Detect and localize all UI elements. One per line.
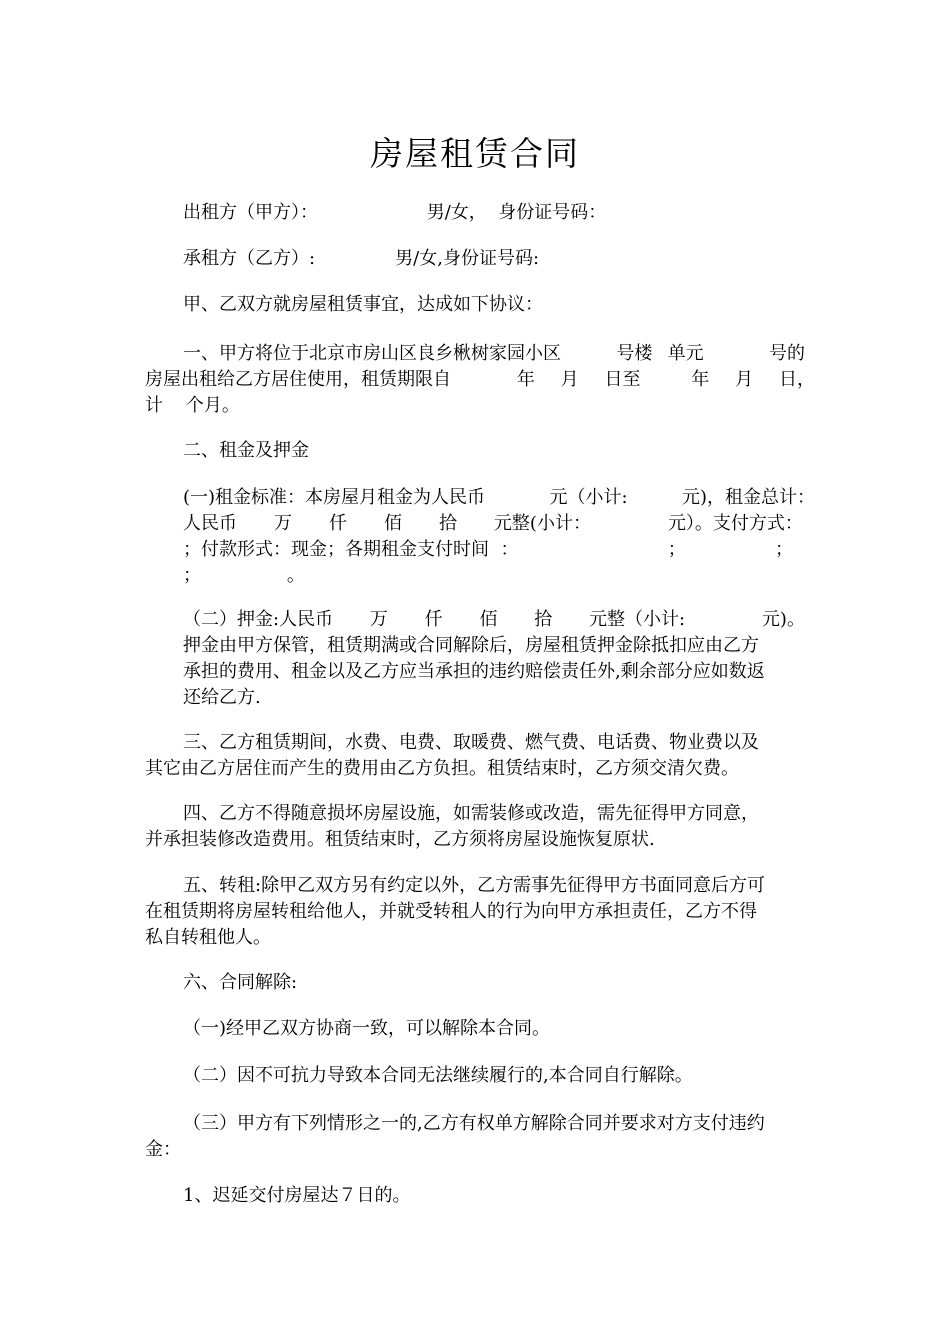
clause6-sub1: 1、迟延交付房屋达７日的。	[183, 1185, 411, 1206]
clause6-item2: （二）因不可抗力导致本合同无法继续履行的,本合同自行解除。	[183, 1065, 693, 1086]
clause6-item3-line2: 金：	[145, 1139, 181, 1160]
clause1-line2: 房屋出租给乙方居住使用，租赁期限自 年 月 日至 年 月 日，	[145, 369, 815, 390]
clause5-line2: 在租赁期将房屋转租给他人，并就受转租人的行为向甲方承担责任，乙方不得	[145, 901, 757, 922]
lessor-line: 出租方（甲方）： 男/女， 身份证号码：	[183, 202, 607, 223]
rent-line2: 人民币 万 仟 佰 拾 元整(小计： 元）。支付方式：	[183, 513, 803, 534]
clause5-line1: 五、转租:除甲乙双方另有约定以外，乙方需事先征得甲方书面同意后方可	[183, 875, 766, 896]
clause2-heading: 二、租金及押金	[183, 440, 309, 461]
clause6-item1: （一)经甲乙双方协商一致，可以解除本合同。	[183, 1018, 551, 1039]
clause1-line3: 计 个月。	[145, 395, 240, 416]
rent-line4: ； 。	[183, 565, 305, 586]
deposit-line4: 还给乙方.	[183, 687, 261, 708]
clause1-line1: 一、甲方将位于北京市房山区良乡楸树家园小区 号楼 单元 号的	[183, 343, 805, 364]
clause5-line3: 私自转租他人。	[145, 927, 271, 948]
clause4-line1: 四、乙方不得随意损坏房屋设施，如需装修或改造，需先征得甲方同意，	[183, 803, 759, 824]
lessee-line: 承租方（乙方）: 男/女,身份证号码:	[183, 248, 540, 269]
agreement-line: 甲、乙双方就房屋租赁事宜，达成如下协议：	[183, 294, 543, 315]
clause6-item3-line1: （三）甲方有下列情形之一的,乙方有权单方解除合同并要求对方支付违约	[183, 1113, 765, 1134]
clause6-heading: 六、合同解除:	[183, 972, 298, 993]
rent-line1: (一)租金标准：本房屋月租金为人民币 元（小计: 元)，租金总计：	[183, 487, 815, 508]
deposit-line3: 承担的费用、租金以及乙方应当承担的违约赔偿责任外,剩余部分应如数返	[183, 661, 765, 682]
clause3-line2: 其它由乙方居住而产生的费用由乙方负担。租赁结束时，乙方须交清欠费。	[145, 758, 739, 779]
deposit-line2: 押金由甲方保管，租赁期满或合同解除后，房屋租赁押金除抵扣应由乙方	[183, 635, 759, 656]
clause4-line2: 并承担装修改造费用。租赁结束时，乙方须将房屋设施恢复原状.	[145, 829, 655, 850]
document-title: 房屋租赁合同	[370, 134, 580, 173]
clause3-line1: 三、乙方租赁期间，水费、电费、取暖费、燃气费、电话费、物业费以及	[183, 732, 759, 753]
deposit-line1: （二）押金:人民币 万 仟 佰 拾 元整（小计: 元)。	[183, 609, 805, 630]
rent-line3: ；付款形式：现金；各期租金支付时间 ： ； ；	[183, 539, 793, 560]
